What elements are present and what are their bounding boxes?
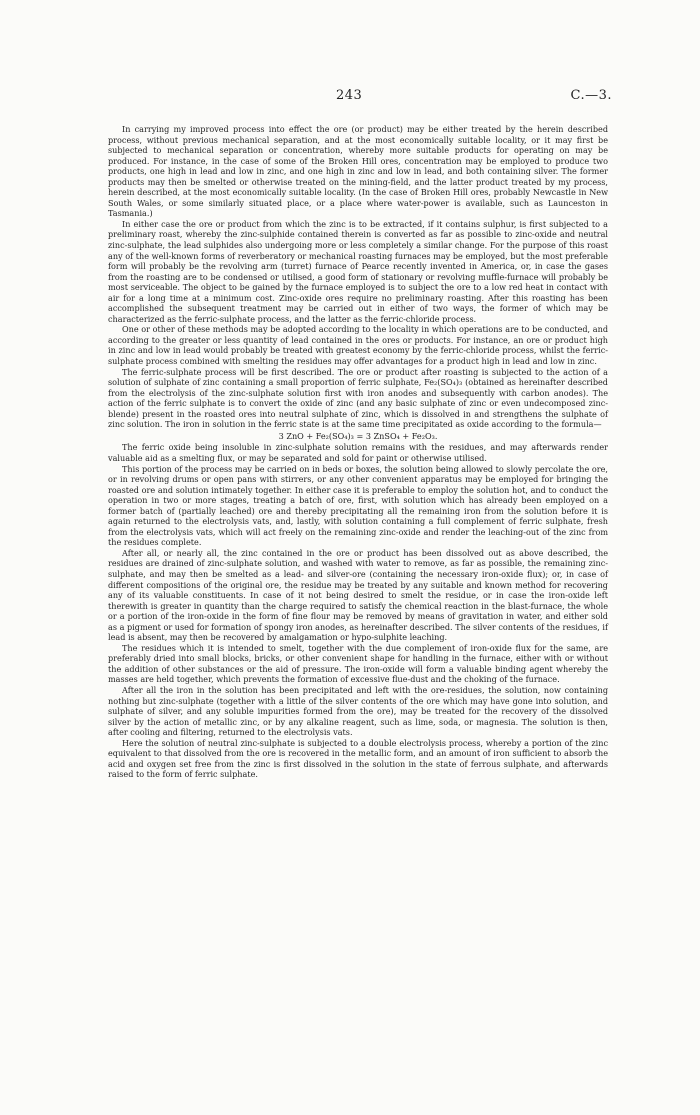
- paragraph-method-choice: One or other of these methods may be adopted according to the locality in which operations are to be conducted, and according to the greater or less quantity of lead contained in the ores or products. For instance, an ore or product high in zinc and low in lead would probably be treated with greatest economy by the ferric-chloride process, whilst the ferric-sulphate process combined with smelting the residues may offer advantages for a product high in lead and low in zinc.: [108, 324, 608, 367]
- paragraph-double-electrolysis: Here the solution of neutral zinc-sulphate is subjected to a double electrolysis process, whereby a portion of the zinc equivalent to that dissolved from the ore is recovered in the metallic form, and an amount of iron sufficient to absorb the acid and oxygen set free from the zinc is first dissolved in the solution in the state of ferrous sulphate, and afterwards raised to the form of ferric sulphate.: [108, 737, 608, 780]
- paragraph-improved-process: In carrying my improved process into effect the ore (or product) may be either treated by the herein described process, without previous mechanical separation, and at the most economically suitable locality, or it may first be subjected to mechanical separation or concentration, whereby more suitable products for operating on may be produced. For instance, in the case of some of the Broken Hill ores, concentration may be employed to produce two products, one high in lead and low in zinc, and one high in zinc and low in lead, and both containing silver. The former products may then be smelted or otherwise treated on the mining-field, and the latter product treated by my process, herein described, at the most economically suitable locality. (In the case of Broken Hill ores, probably Newcastle in New South Wales, or some similarly situated place, or a place where water-power is available, such as Launceston in Tasmania.): [108, 124, 608, 219]
- page-header: [0, 88, 700, 108]
- paragraph-residue-treatment: After all, or nearly all, the zinc contained in the ore or product has been dissolved out as above described, the residues are drained of zinc-sulphate solution, and washed with water to remove, as far as possible, the remaining zinc-sulphate, and may then be smelted as a lead- and silver-ore (containing the necessary iron-oxide flux); or, in case of different compositions of the original ore, the residue may be treated by any suitable and known method for recovering any of its valuable constituents. In case of it not being desired to smelt the residue, or in case the iron-oxide left therewith is greater in quantity than the charge required to satisfy the chemical reaction in the blast-furnace, the whole or a portion of the iron-oxide in the form of fine flour may be removed by means of gravitation in water, and either sold as a pigment or used for formation of spongy iron anodes, as hereinafter described. The silver contents of the residues, if lead is absent, may then be recovered by amalgamation or hypo-sulphite leaching.: [108, 547, 608, 643]
- paragraph-ferric-sulphate-process: The ferric-sulphate process will be first described. The ore or product after roasting is subjected to the action of a solution of sulphate of zinc containing a small proportion of ferric sulphate, Fe₂(SO₄)₃ (obtained as hereinafter described from the electrolysis of the zinc-sulphate solution first with iron anodes and subsequently with carbon anodes). The action of the ferric sulphate is to convert the oxide of zinc (and any basic sulphate of zinc or even undecomposed zinc-blende) present in the roasted ores into neutral sulphate of zinc, which is dissolved in and strengthens the sulphate of zinc solution. The iron in solution in the ferric state is at the same time precipitated as oxide according to the formula—: [108, 366, 608, 430]
- section-code: C.—3.: [570, 88, 612, 103]
- paragraph-residue-smelting: The residues which it is intended to smelt, together with the due complement of iron-oxide flux for the same, are preferably dried into small blocks, bricks, or other convenient shape for handling in the furnace, either with or without the addition of other substances or the aid of pressure. The iron-oxide will form a valuable binding agent whereby the masses are held together, which prevents the formation of excessive flue-dust and the choking of the furnace.: [108, 642, 608, 685]
- paragraph-silver-recovery: After all the iron in the solution has been precipitated and left with the ore-residues, the solution, now containing nothing but zinc-sulphate (together with a little of the silver contents of the ore which may have gone into solution, and sulphate of silver, and any soluble impurities formed from the ore), may be treated for the recovery of the dissolved silver by the action of metallic zinc, or by any alkaline reagent, such as lime, soda, or magnesia. The solution is then, after cooling and filtering, returned to the electrolysis vats.: [108, 684, 608, 738]
- chemical-formula: 3 ZnO + Fe₂(SO₄)₃ = 3 ZnSO₄ + Fe₂O₃.: [278, 430, 438, 441]
- paragraph-ferric-oxide: The ferric oxide being insoluble in zinc-sulphate solution remains with the residues, and may afterwards render valuable aid as a smelting flux, or may be separated and sold for paint or otherwise utilised.: [108, 442, 608, 463]
- body-text: [108, 124, 608, 780]
- page-number: 243: [336, 88, 363, 103]
- paragraph-preliminary-roast: In either case the ore or product from which the zinc is to be extracted, if it contains sulphur, is first subjected to a preliminary roast, whereby the zinc-sulphide contained therein is converted as far as possible to zinc-oxide and neutral zinc-sulphate, the lead sulphides also undergoing more or less completely a similar change. For the purpose of this roast any of the well-known forms of reverberatory or mechanical roasting furnaces may be employed, but the most preferable form will probably be the revolving arm (turret) furnace of Pearce recently invented in America, or, in case the gases from the roasting are to be condensed or utilised, a good form of stationary or revolving muffle-furnace will probably be most serviceable. The object to be gained by the furnace employed is to subject the ore to a low red heat in contact with air for a long time at a minimum cost. Zinc-oxide ores require no preliminary roasting. After this roasting has been accomplished the subsequent treatment may be carried out in either of two ways, the former of which may be characterized as the ferric-sulphate process, and the latter as the ferric-chloride process.: [108, 218, 608, 324]
- paragraph-leaching-apparatus: This portion of the process may be carried on in beds or boxes, the solution being allowed to slowly percolate the ore, or in revolving drums or open pans with stirrers, or any other convenient apparatus may be employed for bringing the roasted ore and solution intimately together. In either case it is preferable to employ the solution hot, and to conduct the operation in two or more stages, treating a batch of ore, first, with solution which has already been employed on a former batch of (partially leached) ore and thereby precipitating all the remaining iron from the solution before it is again returned to the electrolysis vats, and, lastly, with solution containing a full complement of ferric sulphate, fresh from the electrolysis vats, which will act freely on the remaining zinc-oxide and render the leaching-out of the zinc from the residues complete.: [108, 463, 608, 548]
